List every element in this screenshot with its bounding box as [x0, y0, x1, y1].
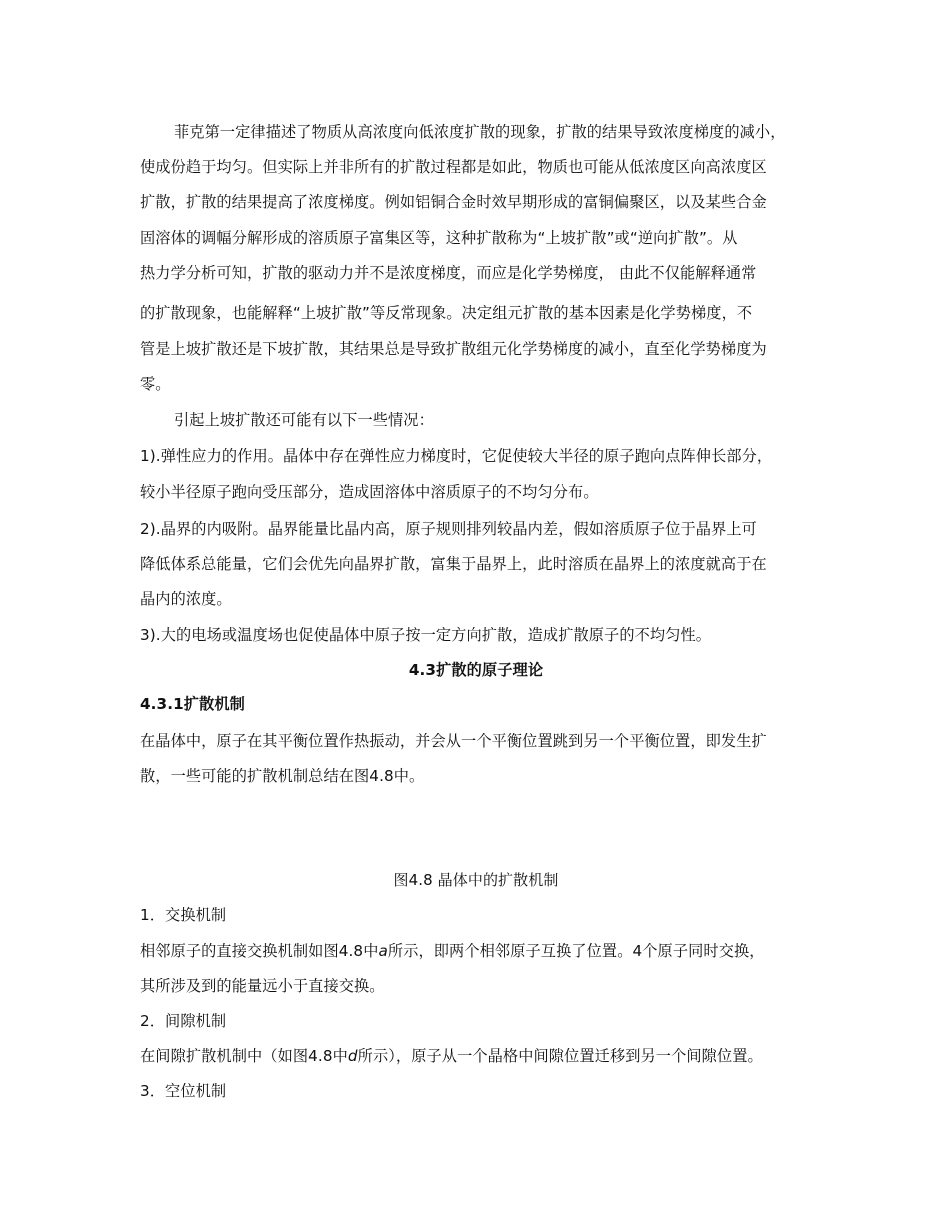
- paragraph-line: 散，一些可能的扩散机制总结在图4.8中。: [140, 767, 425, 785]
- list-item-line: 3).大的电场或温度场也促使晶体中原子按一定方向扩散，造成扩散原子的不均匀性。: [140, 626, 712, 644]
- list-item-line: 较小半径原子跑向受压部分，造成固溶体中溶质原子的不均匀分布。: [140, 483, 599, 501]
- paragraph-line: 菲克第一定律描述了物质从高浓度向低浓度扩散的现象，扩散的结果导致浓度梯度的减小，: [174, 123, 786, 141]
- mechanism-heading: 1．交换机制: [140, 906, 227, 924]
- paragraph-line: 零。: [140, 375, 171, 393]
- figure-caption: 图4.8 晶体中的扩散机制: [393, 871, 559, 889]
- paragraph-line: 其所涉及到的能量远小于直接交换。: [140, 977, 385, 995]
- paragraph-line: [140, 941, 812, 961]
- paragraph-line: 热力学分析可知，扩散的驱动力并不是浓度梯度，而应是化学势梯度， 由此不仅能解释通常: [140, 264, 757, 282]
- paragraph-line: 引起上坡扩散还可能有以下一些情况：: [174, 411, 434, 429]
- paragraph-line: 固溶体的调幅分解形成的溶质原子富集区等，这种扩散称为“上坡扩散”或“逆向扩散”。从: [140, 229, 738, 247]
- section-title: 4.3扩散的原子理论: [408, 661, 544, 679]
- mechanism-heading: 3．空位机制: [140, 1082, 227, 1100]
- paragraph-line: 在晶体中，原子在其平衡位置作热振动，并会从一个平衡位置跳到另一个平衡位置，即发生扩: [140, 732, 767, 750]
- text-run: 所示），原子从一个晶格中间隙位置迁移到另一个间隙位置。: [357, 1047, 763, 1065]
- list-item-line: 1).弹性应力的作用。晶体中存在弹性应力梯度时，它促使较大半径的原子跑向点阵伸长部分，: [140, 447, 773, 465]
- figure-label-italic: d: [347, 1047, 358, 1065]
- list-item-line: 晶内的浓度。: [140, 590, 232, 608]
- text-run: 在间隙扩散机制中（如图4.8中: [140, 1047, 348, 1065]
- text-run: 相邻原子的直接交换机制如图4.8中: [140, 942, 379, 960]
- paragraph-line: 使成份趋于均匀。但实际上并非所有的扩散过程都是如此，物质也可能从低浓度区向高浓度区: [140, 158, 767, 176]
- paragraph-line: [140, 1046, 812, 1066]
- paragraph-line: 扩散，扩散的结果提高了浓度梯度。例如铝铜合金时效早期形成的富铜偏聚区，以及某些合金: [140, 193, 767, 211]
- paragraph-line: 的扩散现象，也能解释“上坡扩散”等反常现象。决定组元扩散的基本因素是化学势梯度，不: [140, 304, 753, 322]
- figure-label-italic: a: [378, 942, 388, 960]
- list-item-line: 降低体系总能量，它们会优先向晶界扩散，富集于晶界上，此时溶质在晶界上的浓度就高于在: [140, 555, 767, 573]
- text-run: 所示，即两个相邻原子互换了位置。4个原子同时交换，: [387, 942, 765, 960]
- mechanism-heading: 2．间隙机制: [140, 1012, 227, 1030]
- paragraph-line: 管是上坡扩散还是下坡扩散，其结果总是导致扩散组元化学势梯度的减小，直至化学势梯度为: [140, 340, 767, 358]
- list-item-line: 2).晶界的内吸附。晶界能量比晶内高，原子规则排列较晶内差，假如溶质原子位于晶界上可: [140, 520, 757, 538]
- subsection-title: 4.3.1扩散机制: [140, 695, 245, 713]
